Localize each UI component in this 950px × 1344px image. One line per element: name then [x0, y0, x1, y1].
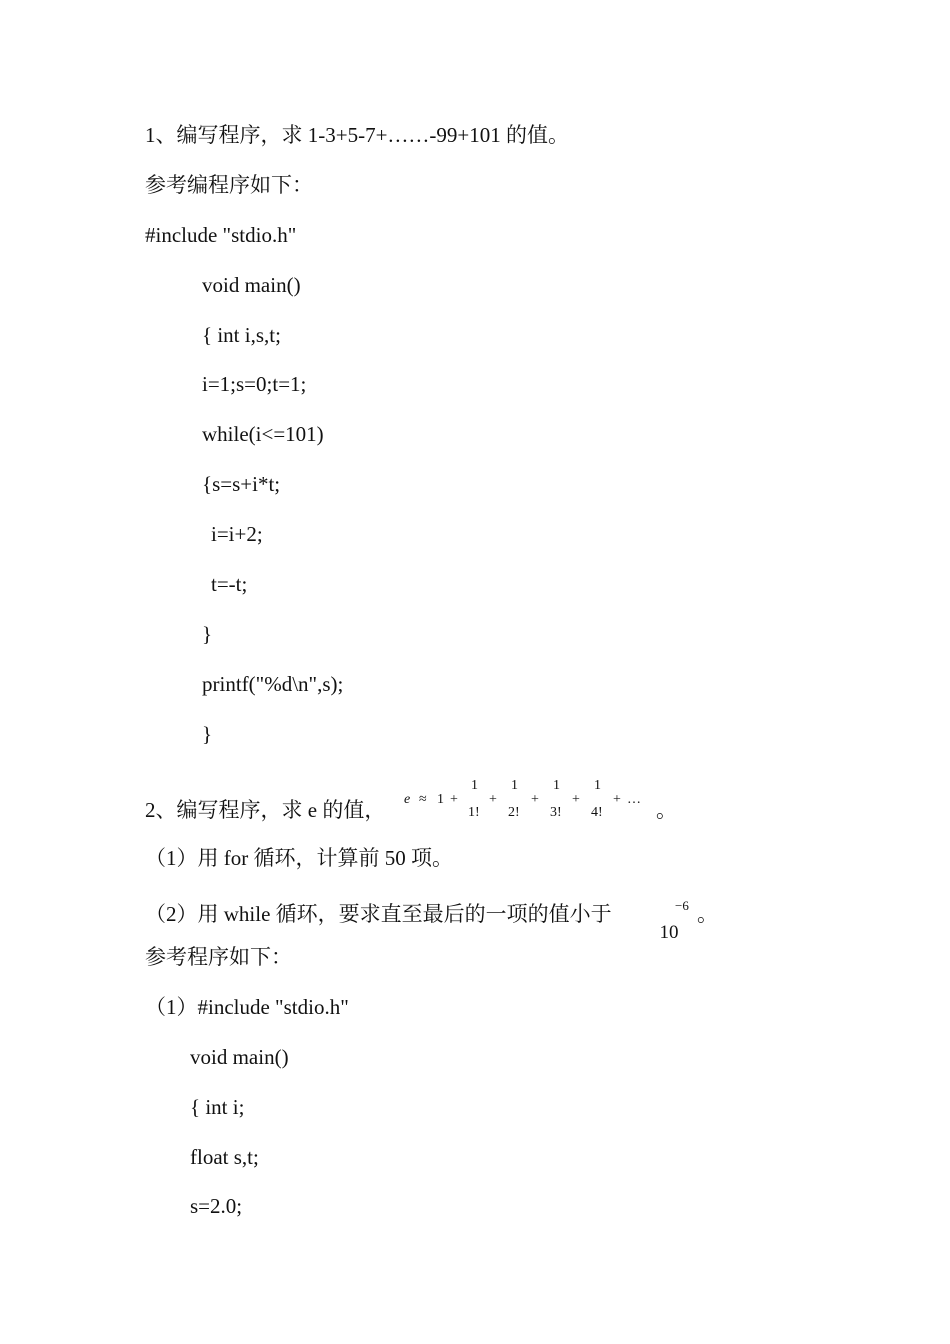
- e-series-formula: [402, 774, 662, 824]
- problem-2-title: 2、编写程序，求 e 的值，: [145, 798, 386, 822]
- code-line: float s,t;: [190, 1145, 259, 1169]
- code-line: void main(): [202, 273, 301, 297]
- problem-1-ref-label: 参考编程序如下：: [145, 173, 313, 197]
- power-exponent: −6: [675, 898, 689, 913]
- code-line: #include "stdio.h": [145, 223, 297, 247]
- formula-one: 1: [437, 792, 444, 807]
- code-line: {s=s+i*t;: [202, 472, 281, 496]
- power-base: 10: [659, 922, 679, 943]
- code-line: s=2.0;: [190, 1194, 243, 1218]
- formula-numerator: 1: [471, 778, 478, 793]
- code-line: void main(): [190, 1045, 289, 1069]
- code-line: printf("%d\n",s);: [202, 672, 344, 696]
- formula-plus: +: [572, 792, 580, 807]
- code-line: i=1;s=0;t=1;: [202, 372, 307, 396]
- formula-numerator: 1: [511, 778, 518, 793]
- code-line: t=-t;: [211, 572, 248, 596]
- formula-e: e: [404, 792, 411, 807]
- formula-denominator: 4!: [591, 805, 603, 820]
- problem-2-sub-2-end: 。: [697, 902, 718, 926]
- formula-numerator: 1: [594, 778, 601, 793]
- code-line: i=i+2;: [211, 522, 263, 546]
- formula-denominator: 3!: [550, 805, 562, 820]
- problem-2-sub-2: （2）用 while 循环，要求直至最后的一项的值小于: [145, 902, 612, 926]
- code-line: }: [202, 622, 213, 646]
- problem-2-title-end: 。: [656, 798, 677, 822]
- formula-ellipsis: …: [627, 792, 641, 807]
- formula-approx: ≈: [419, 792, 427, 807]
- code-line: （1）#include "stdio.h": [145, 995, 349, 1019]
- formula-plus: +: [489, 792, 497, 807]
- formula-plus: +: [450, 792, 458, 807]
- formula-plus: +: [531, 792, 539, 807]
- formula-denominator: 1!: [468, 805, 480, 820]
- problem-2-ref-label: 参考程序如下：: [145, 945, 292, 969]
- code-line: { int i,s,t;: [202, 323, 281, 347]
- code-line: { int i;: [190, 1095, 245, 1119]
- code-line: }: [202, 722, 213, 746]
- formula-denominator: 2!: [508, 805, 520, 820]
- problem-2-sub-1: （1）用 for 循环，计算前 50 项。: [145, 846, 453, 870]
- formula-numerator: 1: [553, 778, 560, 793]
- problem-1-title: 1、编写程序，求 1-3+5-7+……-99+101 的值。: [145, 123, 570, 147]
- formula-plus: +: [613, 792, 621, 807]
- power-of-ten: [650, 898, 689, 966]
- code-line: while(i<=101): [202, 422, 324, 446]
